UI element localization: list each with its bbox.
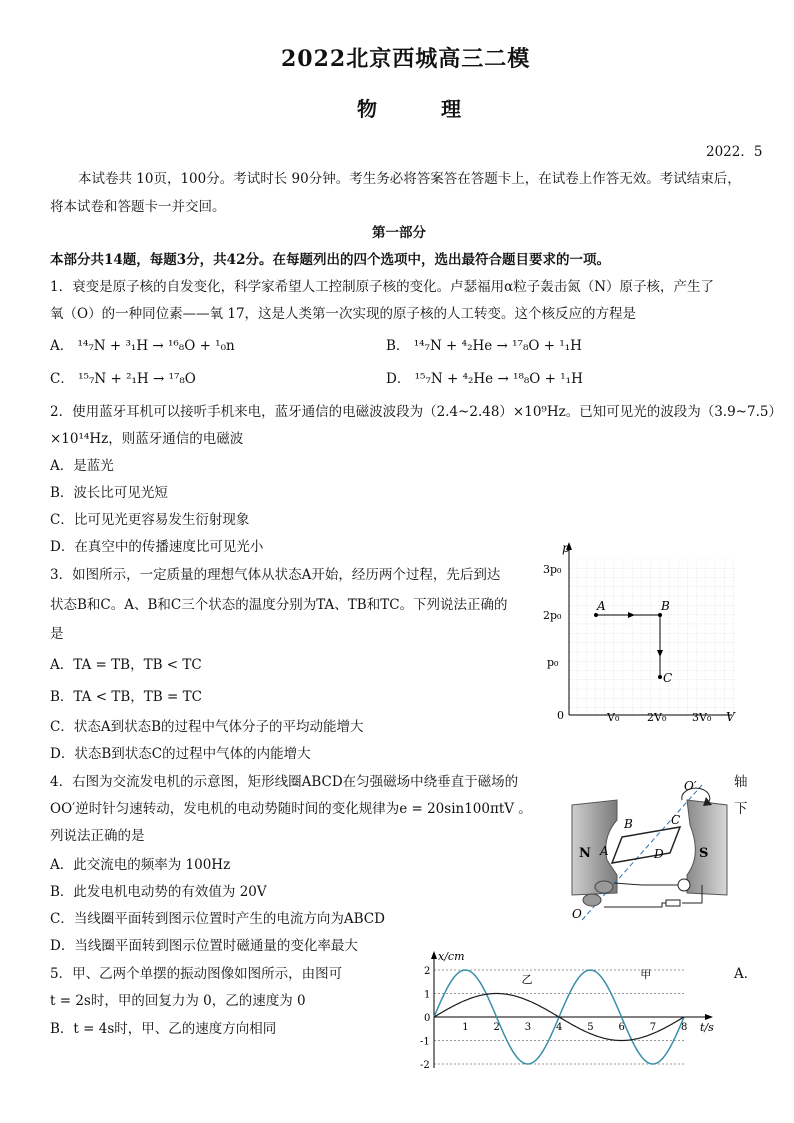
- y-tick-label: -2: [420, 1060, 430, 1071]
- resistor-icon: [666, 900, 680, 906]
- q3-option-b: B．TA < TB，TB = TC: [50, 689, 202, 705]
- x-tick-label: 1: [462, 1022, 469, 1033]
- q2-stem-2: ×10¹⁴Hz，则蓝牙通信的电磁波: [50, 431, 244, 447]
- q4-option-c: C．当线圈平面转到图示位置时产生的电流方向为ABCD: [50, 911, 385, 927]
- b-label: B: [624, 817, 633, 831]
- magnet-s-label: S: [699, 846, 709, 861]
- magnet-n-label: N: [579, 846, 591, 861]
- x-tick: 2V₀: [647, 711, 667, 724]
- o-prime-label: O′: [684, 779, 697, 793]
- y-tick: p₀: [547, 656, 559, 669]
- x-tick-label: 7: [649, 1022, 657, 1033]
- origin-label: 0: [557, 709, 564, 722]
- rotation-arrow-icon: [703, 797, 712, 806]
- point-a: [594, 613, 598, 617]
- x-axis-label: V: [726, 710, 735, 724]
- intro-line-1: 本试卷共 10页，100分。考试时长 90分钟。考生务必将答案答在答题卡上，在试卷上作答无效。考试结束后，: [78, 171, 741, 187]
- y-tick-label: 1: [424, 989, 431, 1001]
- coil-abcd: [612, 827, 680, 863]
- x-tick-label: 2: [493, 1022, 500, 1033]
- nuclear-equation: ¹⁵₇N + ⁴₂He → ¹⁸₈O + ¹₁H: [414, 371, 583, 387]
- point-b: [658, 613, 662, 617]
- q2-option-a: A．是蓝光: [50, 458, 114, 474]
- y-tick-label: 2: [424, 966, 431, 977]
- q1-stem-1: 1．衰变是原子核的自发变化，科学家希望人工控制原子核的变化。卢瑟福用α粒子轰击氮（N）原子核，产生了: [50, 279, 715, 295]
- q4-stem-1-tail: 轴: [734, 774, 748, 790]
- q1-option-d: [386, 370, 583, 388]
- y-axis-label: x/cm: [438, 950, 465, 963]
- q4-stem-2: OO′逆时针匀速转动，发电机的电动势随时间的变化规律为e = 20sin100πtV 。: [50, 801, 532, 817]
- q2-option-c: C．比可见光更容易发生衍射现象: [50, 512, 250, 528]
- option-label: A．: [50, 338, 74, 354]
- q3-option-c: C．状态A到状态B的过程中气体分子的平均动能增大: [50, 719, 364, 735]
- meter-icon: [678, 879, 690, 891]
- x-tick-label: 4: [556, 1022, 563, 1033]
- q5-stem-1: 5．甲、乙两个单摆的振动图像如图所示，由图可: [50, 966, 343, 982]
- q3-option-a: A．TA = TB，TB < TC: [50, 657, 202, 673]
- x-axis-label: t/s: [700, 1021, 714, 1034]
- x-tick-label: 8: [681, 1022, 688, 1033]
- x-tick-label: 3: [524, 1022, 532, 1033]
- y-tick-label: -1: [420, 1036, 430, 1048]
- part-instructions: 本部分共14题，每题3分，共42分。在每题列出的四个选项中，选出最符合题目要求的一项。: [50, 252, 610, 268]
- point-c-label: C: [663, 671, 673, 685]
- q1-stem-2: 氧（O）的一种同位素——氧 17，这是人类第一次实现的原子核的人工转变。这个核反应的方程是: [50, 306, 637, 322]
- d-label: D: [654, 847, 664, 861]
- subject-title: 物 理: [357, 97, 483, 121]
- part-title: 第一部分: [372, 225, 426, 241]
- c-label: C: [671, 813, 681, 827]
- y-arrow-icon: [431, 951, 437, 959]
- q2-stem-1: 2．使用蓝牙耳机可以接听手机来电，蓝牙通信的电磁波波段为（2.4~2.48）×10⁹Hz。已知可见光的波段为（3.9~7.5）: [50, 404, 782, 420]
- option-label: C．: [50, 371, 74, 387]
- nuclear-equation: ¹⁵₇N + ²₁H → ¹⁷₈O: [78, 371, 196, 387]
- option-label: B．: [386, 338, 410, 354]
- page-title: 2022北京西城高三二模: [281, 46, 531, 72]
- q5-option-a-label: A．: [734, 966, 758, 982]
- y-tick: 2p₀: [543, 609, 562, 622]
- q1-option-b: [386, 337, 582, 355]
- legend-yi: 乙: [521, 972, 533, 986]
- q3-pv-graph: [540, 540, 740, 730]
- q2-option-d: D．在真空中的传播速度比可见光小: [50, 539, 264, 555]
- a-label: A: [600, 844, 609, 858]
- nuclear-equation: ¹⁴₇N + ³₁H → ¹⁶₈O + ¹₀n: [77, 338, 235, 354]
- y-tick: 3p₀: [543, 563, 562, 576]
- q4-stem-2-tail: 下: [734, 801, 748, 817]
- y-tick-label: 0: [424, 1013, 431, 1024]
- point-a-label: A: [597, 599, 606, 613]
- q3-option-d: D．状态B到状态C的过程中气体的内能增大: [50, 746, 311, 762]
- q4-stem-1: 4．右图为交流发电机的示意图，矩形线圈ABCD在匀强磁场中绕垂直于磁场的: [50, 774, 519, 790]
- q5-oscillation-chart: [416, 950, 726, 1072]
- x-tick-label: 5: [587, 1022, 594, 1033]
- x-tick: V₀: [607, 711, 620, 724]
- x-tick: 3V₀: [692, 711, 712, 724]
- q4-option-a: A．此交流电的频率为 100Hz: [50, 857, 231, 873]
- exam-date: 2022．5: [706, 144, 763, 160]
- nuclear-equation: ¹⁴₇N + ⁴₂He → ¹⁷₈O + ¹₁H: [413, 338, 582, 354]
- q1-option-c: [50, 370, 196, 388]
- x-tick-label: 6: [618, 1022, 625, 1033]
- q4-option-d: D．当线圈平面转到图示位置时磁通量的变化率最大: [50, 938, 358, 954]
- q4-option-b: B．此发电机电动势的有效值为 20V: [50, 884, 267, 900]
- x-arrow-icon: [705, 1014, 713, 1020]
- legend-jia: 甲: [640, 968, 652, 982]
- intro-line-2: 将本试卷和答题卡一并交回。: [50, 199, 226, 215]
- point-c: [658, 675, 662, 679]
- q4-stem-3: 列说法正确的是: [50, 828, 145, 844]
- q3-stem-3: 是: [50, 626, 64, 642]
- q1-option-a: [50, 337, 235, 355]
- point-b-label: B: [661, 599, 670, 613]
- q5-option-b: B．t = 4s时，甲、乙的速度方向相同: [50, 1021, 277, 1037]
- slip-ring: [595, 881, 613, 893]
- option-label: D．: [386, 371, 411, 387]
- y-axis-label: p: [562, 541, 570, 555]
- q3-stem-1: 3．如图所示，一定质量的理想气体从状态A开始，经历两个过程，先后到达: [50, 567, 501, 583]
- o-label: O: [572, 907, 582, 921]
- q2-option-b: B．波长比可见光短: [50, 485, 168, 501]
- q3-stem-2: 状态B和C。A、B和C三个状态的温度分别为TA、TB和TC。下列说法正确的: [50, 597, 508, 613]
- q5-stem-2: t = 2s时，甲的回复力为 0，乙的速度为 0: [50, 993, 306, 1009]
- q4-generator-figure: [562, 775, 737, 925]
- grid: [569, 559, 734, 715]
- slip-ring: [583, 894, 601, 906]
